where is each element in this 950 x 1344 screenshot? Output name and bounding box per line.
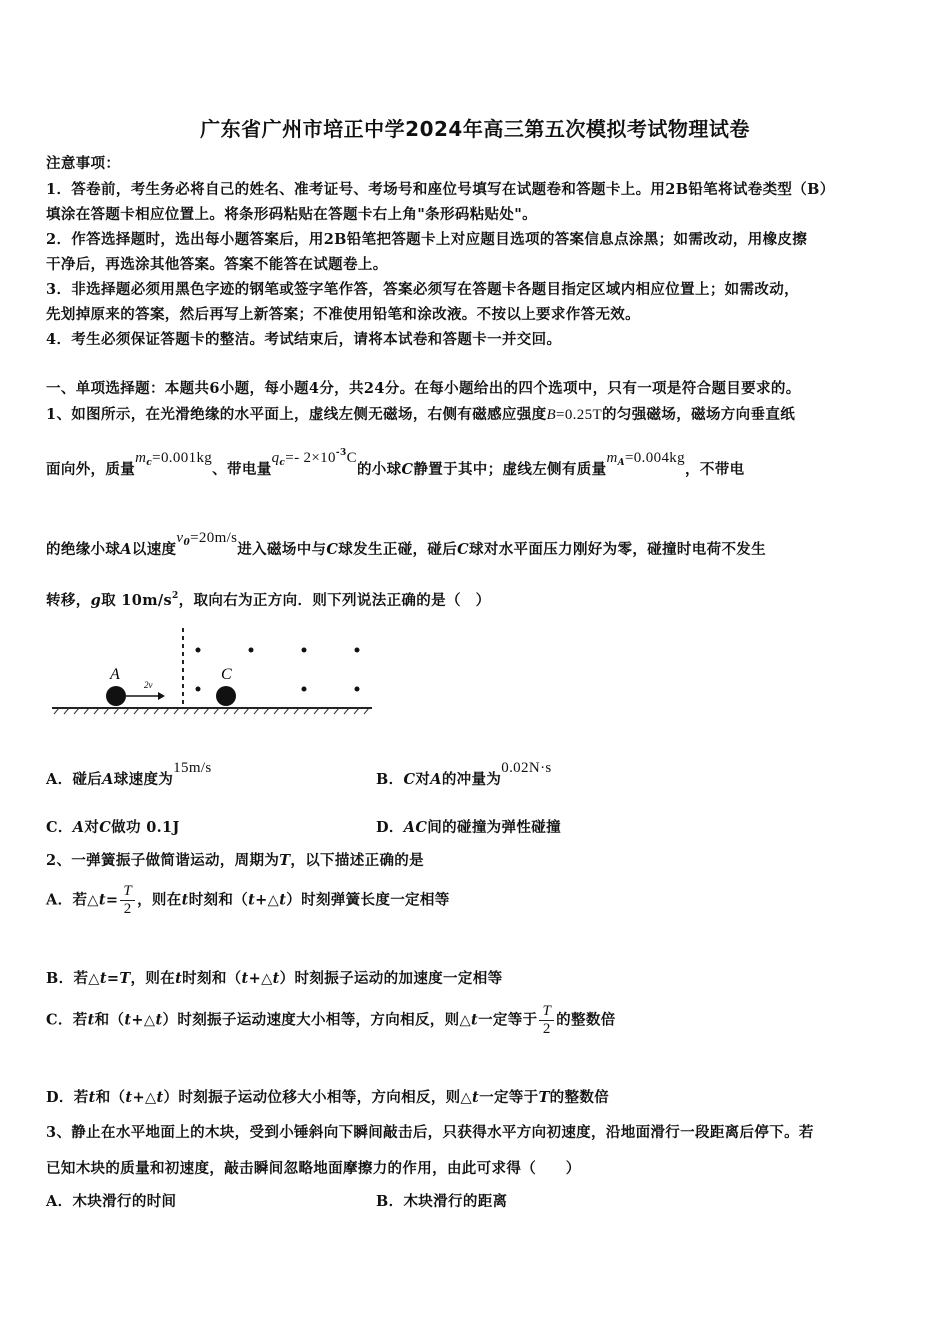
notice-line: 干净后，再选涂其他答案。答案不能答在试题卷上。 xyxy=(46,256,388,273)
q1-stem-line1: 1、如图所示，在光滑绝缘的水平面上，虚线左侧无磁场，右侧有磁感应强度B=0.25T的匀强磁场，磁场方向垂直纸 xyxy=(46,406,796,423)
fraction-t-over-2: $\frac{T}{2}$ xyxy=(120,883,135,918)
q1-option-a[interactable]: A．碰后A球速度为15m/s xyxy=(46,760,212,788)
q1-stem-line4: 转移，g取 $10m/s^2$，取向右为正方向．则下列说法正确的是（ ） xyxy=(46,591,491,609)
q3-stem-line2: 已知木块的质量和初速度，敲击瞬间忽略地面摩擦力的作用，由此可求得（ ） xyxy=(46,1160,581,1177)
notice-line: 3．非选择题必须用黑色字迹的钢笔或签字笔作答，答案必须写在答题卡各题目指定区域内相应位置上；如需改动， xyxy=(46,281,799,298)
q1-stem-line3: 的绝缘小球A以速度$v_0=20m/s$进入磁场中与C球发生正碰，碰后C球对水平面压力刚好为零，碰撞时电荷不发生 xyxy=(46,530,766,558)
q2-stem: 2、一弹簧振子做简谐运动，周期为T，以下描述正确的是 xyxy=(46,852,424,869)
label-c: C xyxy=(221,666,232,683)
q2-option-d[interactable]: D．若t和（t+△t）时刻振子运动位移大小相等，方向相反，则△t一定等于T的整数倍 xyxy=(46,1089,610,1106)
notice-line: 1．答卷前，考生务必将自己的姓名、准考证号、考场号和座位号填写在试题卷和答题卡上。用2B铅笔将试卷类型（B） xyxy=(46,181,835,198)
q1-stem-line2: 面向外，质量$m_c=0.001kg$、带电量$q_c=-$ $2\times 10^{-3}C$的小球C静置于其中；虚线左侧有质量$m_A=0.004kg$，不带电 xyxy=(46,448,745,478)
q1-figure xyxy=(46,622,376,718)
page-title: 广东省广州市培正中学2024年高三第五次模拟考试物理试卷 xyxy=(200,117,750,141)
q1-option-c[interactable]: C．A对C做功 0.1J xyxy=(46,819,180,836)
ball-a xyxy=(106,686,126,706)
q2-option-b[interactable]: B．若△t=T，则在t时刻和（t+△t）时刻振子运动的加速度一定相等 xyxy=(46,970,503,987)
label-a: A xyxy=(110,666,120,683)
notice-line: 2．作答选择题时，选出每小题答案后，用2B铅笔把答题卡上对应题目选项的答案信息点涂黑；如需改动，用橡皮擦 xyxy=(46,231,808,248)
notice-line: 填涂在答题卡相应位置上。将条形码粘贴在答题卡右上角"条形码粘贴处"。 xyxy=(46,206,538,223)
q3-stem-line1: 3、静止在水平地面上的木块，受到小锤斜向下瞬间敲击后，只获得水平方向初速度，沿地面滑行一段距离后停下。若 xyxy=(46,1124,814,1141)
label-velocity: 2v xyxy=(144,680,153,690)
q2-option-a[interactable]: A．若△t= $\frac{T}{2}$ ，则在t时刻和（t+△t）时刻弹簧长度一定相等 xyxy=(46,883,450,917)
q2-option-c[interactable]: C．若t和（t+△t）时刻振子运动速度大小相等，方向相反，则△t一定等于 $\frac{T}{2}$ 的整数倍 xyxy=(46,1003,616,1037)
ball-c xyxy=(216,686,236,706)
notice-heading: 注意事项： xyxy=(46,155,121,172)
section-heading: 一、单项选择题：本题共6小题，每小题4分，共24分。在每小题给出的四个选项中，只有一项是符合题目要求的。 xyxy=(46,380,801,397)
q3-option-a[interactable]: A．木块滑行的时间 xyxy=(46,1193,177,1210)
q1-option-d[interactable]: D．AC间的碰撞为弹性碰撞 xyxy=(376,819,561,836)
notice-line: 4．考生必须保证答题卡的整洁。考试结束后，请将本试卷和答题卡一并交回。 xyxy=(46,331,562,348)
notice-line: 先划掉原来的答案，然后再写上新答案；不准使用铅笔和涂改液。不按以上要求作答无效。 xyxy=(46,306,640,323)
q3-option-b[interactable]: B．木块滑行的距离 xyxy=(376,1193,508,1210)
fraction-t-over-2: $\frac{T}{2}$ xyxy=(539,1003,554,1038)
q1-option-b[interactable]: B．C对A的冲量为0.02N·s xyxy=(376,760,552,788)
